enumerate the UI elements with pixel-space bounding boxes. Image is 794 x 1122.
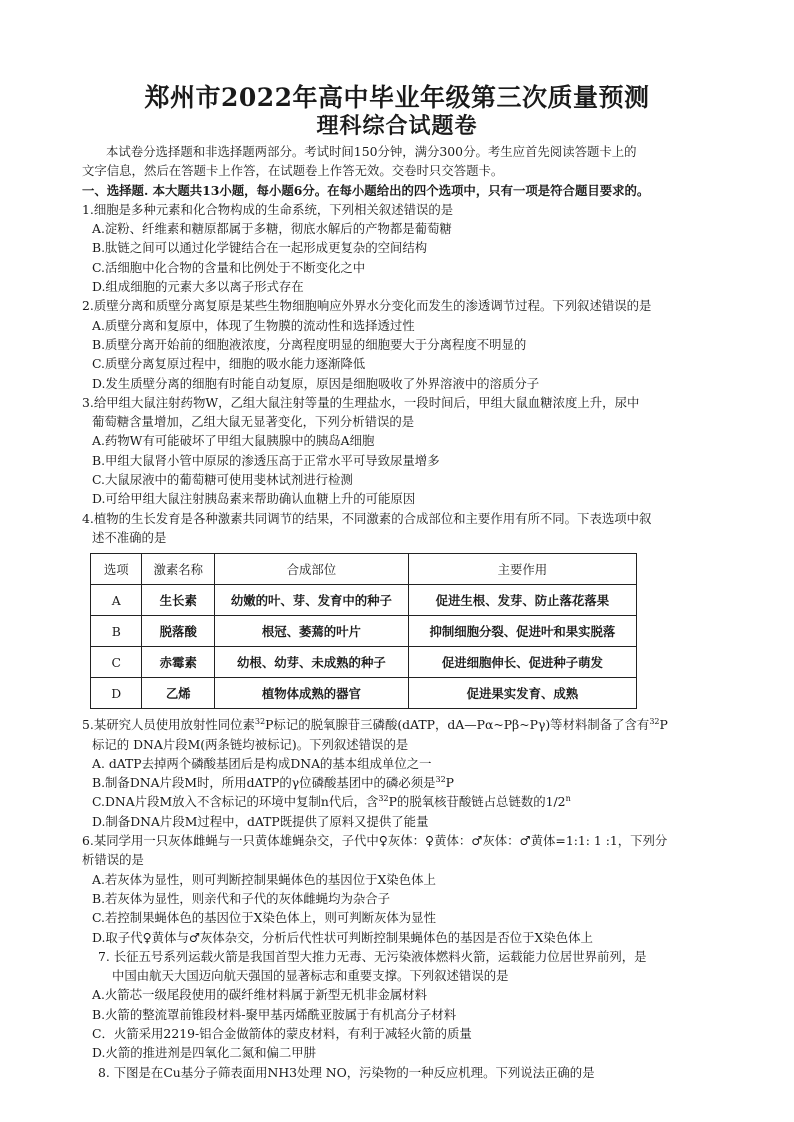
table-header: 合成部位 [215,554,409,585]
question-stem-cont: 标记的 DNA片段M(两条链均被标记)。下列叙述错误的是 [92,736,409,752]
exam-title: 郑州市2022年高中毕业年级第三次质量预测 [144,83,650,112]
option: B.火箭的整流罩前锥段材料-聚甲基丙烯酰亚胺属于有机高分子材料 [92,1006,457,1022]
option: A.若灰体为显性，则可判断控制果蝇体色的基因位于X染色体上 [92,871,436,887]
option: A.药物W有可能破坏了甲组大鼠胰腺中的胰岛A细胞 [92,433,375,449]
q5-option-b-end: P [445,775,455,791]
table-cell: 促进细胞伸长、促进种子萌发 [408,647,636,678]
option: B.若灰体为显性，则亲代和子代的灰体雌蝇均为杂合子 [92,890,391,906]
table-row [91,616,637,647]
option: C.质壁分离复原过程中，细胞的吸水能力逐渐降低 [92,356,366,372]
section-heading: 一、选择题. 本大题共13小题，每小题6分。在每小题给出的四个选项中，只有一项是符合题目要求的。 [82,182,650,198]
table-cell: 植物体成熟的器官 [215,678,409,709]
option: A.火箭芯一级尾段使用的碳纤维材料属于新型无机非金属材料 [92,987,428,1003]
option: D.火箭的推进剂是四氧化二氮和偏二甲肼 [92,1045,317,1061]
question-stem: 6.某同学用一只灰体雌蝇与一只黄体雄蝇杂交，子代中♀灰体：♀黄体：♂灰体：♂黄体=1:1: 1 :1，下列分 [82,833,668,849]
table-cell: D [91,678,142,709]
q5-sup-n: n [565,794,571,804]
table-cell: 乙烯 [142,678,215,709]
option: A.质壁分离和复原中，体现了生物膜的流动性和选择透过性 [92,317,415,333]
q5-stem-b: P标记的脱氧腺苷三磷酸(dATP，dA—Pα~Pβ~Pγ)等材料制备了含有 [265,717,650,733]
table-cell: 抑制细胞分裂、促进叶和果实脱落 [408,616,636,647]
table-row [91,678,637,709]
q5-sup-32: 32 [435,775,446,784]
question-stem-cont: 述不准确的是 [92,529,167,545]
table-header-row [91,554,637,585]
table-cell: 幼嫩的叶、芽、发育中的种子 [215,585,409,616]
table-cell: A [91,585,142,616]
q5-option-c-text: C.DNA片段M放入不含标记的环境中复制n代后，含 [92,794,379,810]
question-stem-cont: 中国由航天大国迈向航天强国的显著标志和重要支撑。下列叙述错误的是 [112,968,509,984]
table-cell: 促进生根、发芽、防止落花落果 [408,585,636,616]
table-cell: 幼根、幼芽、未成熟的种子 [215,647,409,678]
table-cell: 生长素 [142,585,215,616]
option: A.淀粉、纤维素和糖原都属于多糖，彻底水解后的产物都是葡萄糖 [92,221,452,237]
option: C.大鼠尿液中的葡萄糖可使用斐林试剂进行检测 [92,472,353,488]
q5-sup-32: 32 [649,717,660,727]
question-stem [82,715,722,734]
option: C．火箭采用2219-铝合金做箭体的蒙皮材料，有利于减轻火箭的质量 [92,1025,472,1041]
hormone-table [90,553,637,709]
table-cell: C [91,647,142,678]
q5-sup-32: 32 [378,794,389,804]
table-cell: B [91,616,142,647]
question-stem-cont: 析错误的是 [82,852,144,868]
intro-line: 本试卷分选择题和非选择题两部分。考试时间150分钟，满分300分。考生应首先阅读答题卡上的 [106,144,637,159]
exam-body [82,142,722,1082]
q5-option-b-text: B.制备DNA片段M时，所用dATP的γ位磷酸基团中的磷必须是 [92,775,436,791]
option: D.可给甲组大鼠注射胰岛素来帮助确认血糖上升的可能原因 [92,491,416,507]
option: D.取子代♀黄体与♂灰体杂交，分析后代性状可判断控制果蝇体色的基因是否位于X染色体上 [92,929,593,945]
intro-line: 文字信息，然后在答题卡上作答，在试题卷上作答无效。交卷时只交答题卡。 [82,163,504,179]
option: C.活细胞中化合物的含量和比例处于不断变化之中 [92,259,366,275]
table-row [91,647,637,678]
question-stem-cont: 葡萄糖含量增加，乙组大鼠无显著变化，下列分析错误的是 [92,414,415,430]
option: B.甲组大鼠肾小管中原尿的渗透压高于正常水平可导致尿量增多 [92,452,440,468]
q5-sup-32: 32 [254,717,266,727]
option: D.制备DNA片段M过程中，dATP既提供了原料又提供了能量 [92,813,429,829]
table-cell: 赤霉素 [142,647,215,678]
table-cell: 促进果实发育、成熟 [408,678,636,709]
q5-stem-a: 5.某研究人员使用放射性同位素 [82,717,255,733]
q5-stem-c: P [659,717,668,733]
option: A. dATP去掉两个磷酸基团后是构成DNA的基本组成单位之一 [92,755,432,771]
option: B.质壁分离开始前的细胞液浓度，分离程度明显的细胞要大于分离程度不明显的 [92,336,527,352]
option [82,792,722,811]
table-row [91,585,637,616]
q5-option-c-mid: P的脱氧核苷酸链占总链数的1/2 [388,794,566,810]
option: B.肽链之间可以通过化学键结合在一起形成更复杂的空间结构 [92,240,428,256]
table-header: 激素名称 [142,554,215,585]
question-stem: 8. 下图是在Cu基分子筛表面用NH3处理 NO，污染物的一种反应机理。下列说法正确的是 [98,1064,595,1080]
question-stem: 2.质壁分离和质壁分离复原是某些生物细胞响应外界水分变化而发生的渗透调节过程。下列叙述错误的是 [82,298,652,314]
table-cell: 根冠、萎蔫的叶片 [215,616,409,647]
question-stem: 1.细胞是多种元素和化合物构成的生命系统，下列相关叙述错误的是 [82,201,454,217]
table-header: 主要作用 [408,554,636,585]
option: C.若控制果蝇体色的基因位于X染色体上，则可判断灰体为显性 [92,910,436,926]
question-stem: 7. 长征五号系列运载火箭是我国首型大推力无毒、无污染液体燃料火箭，运载能力位居世界前列，是 [98,948,647,964]
question-stem: 3.给甲组大鼠注射药物W，乙组大鼠注射等量的生理盐水，一段时间后，甲组大鼠血糖浓度上升，尿中 [82,394,640,410]
question-stem: 4.植物的生长发育是各种激素共同调节的结果，不同激素的合成部位和主要作用有所不同。下表选项中叙 [82,510,652,526]
option: D.组成细胞的元素大多以离子形式存在 [92,279,304,295]
table-cell: 脱落酸 [142,616,215,647]
option [82,773,722,792]
exam-subtitle: 理科综合试题卷 [316,113,478,139]
option: D.发生质壁分离的细胞有时能自动复原，原因是细胞吸收了外界溶液中的溶质分子 [92,375,540,391]
table-header: 选项 [91,554,142,585]
